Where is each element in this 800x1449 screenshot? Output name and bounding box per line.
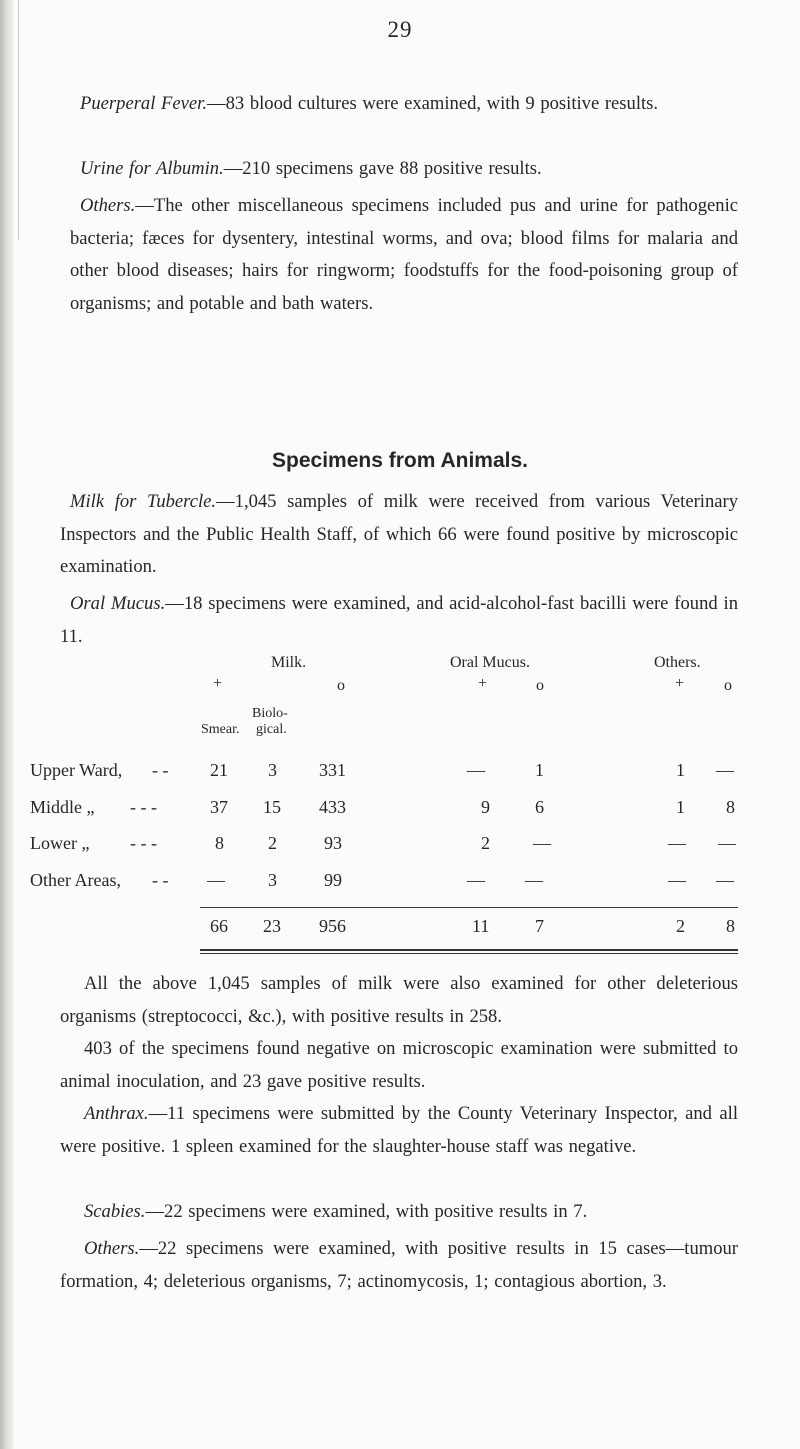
- sub-header-milk-neg: o: [337, 677, 345, 694]
- cell: 331: [319, 760, 346, 780]
- cell: —: [207, 870, 225, 890]
- cell: —: [525, 870, 543, 890]
- sub-header-oral-neg: o: [536, 677, 544, 694]
- text-anthrax: —11 specimens were submitted by the County Veterinary Inspector, and all were positive. 1 spleen examined for the slaughter-house staff was negative.: [60, 1103, 738, 1157]
- sub-header-oral-pos: +: [478, 675, 488, 692]
- total-rule-top: [200, 907, 738, 908]
- cell: 99: [324, 870, 342, 890]
- text-puerperal-fever: —83 blood cultures were examined, with 9 positive results.: [206, 93, 659, 114]
- total-cell: 23: [263, 916, 281, 936]
- sub-header-others-pos: +: [675, 675, 685, 692]
- cell: 3: [268, 870, 277, 890]
- row-leader: - - -: [130, 833, 157, 853]
- section-heading: Specimens from Animals.: [272, 449, 528, 472]
- cell: —: [668, 833, 686, 853]
- row-label: Other Areas,: [30, 870, 121, 890]
- page-number: 29: [387, 17, 413, 42]
- total-cell: 8: [726, 916, 735, 936]
- runin-puerperal-fever: Puerperal Fever.: [80, 93, 207, 114]
- runin-scabies: Scabies.: [84, 1201, 146, 1222]
- para-deleterious: [60, 968, 738, 1033]
- row-label: Lower „: [30, 833, 90, 853]
- cell: —: [533, 833, 551, 853]
- para-anthrax: [60, 1098, 738, 1163]
- cell: —: [716, 760, 734, 780]
- cell: 1: [676, 760, 685, 780]
- row-leader: - -: [152, 870, 169, 890]
- row-leader: - - -: [130, 797, 157, 817]
- sub-header-smear: Smear.: [201, 722, 240, 737]
- sub-header-biological-2: gical.: [256, 722, 287, 737]
- cell: 433: [319, 797, 346, 817]
- text-others-animals: —22 specimens were examined, with positive results in 15 cases—tumour formation, 4; deleterious organisms, 7; actinomycosis, 1; contagious abortion, 3.: [60, 1238, 738, 1292]
- sub-header-biological-1: Biolo-: [252, 706, 288, 721]
- cell: 37: [210, 797, 228, 817]
- runin-oral-mucus: Oral Mucus.: [70, 593, 166, 614]
- text-milk-tubercle: —1,045 samples of milk were received from various Veterinary Inspectors and the Public Health Staff, of which 66 were found positive by microscopic examination.: [60, 491, 738, 577]
- para-others-animals: [60, 1233, 738, 1298]
- cell: 3: [268, 760, 277, 780]
- cell: 2: [481, 833, 490, 853]
- cell: —: [668, 870, 686, 890]
- sub-header-milk-pos: +: [213, 675, 223, 692]
- total-cell: 66: [210, 916, 228, 936]
- cell: —: [716, 870, 734, 890]
- cell: 93: [324, 833, 342, 853]
- total-rule-bottom-2: [200, 953, 738, 954]
- runin-urine-albumin: Urine for Albumin.: [80, 158, 224, 179]
- runin-others-animals: Others.: [84, 1238, 140, 1259]
- total-cell: 7: [535, 916, 544, 936]
- cell: 15: [263, 797, 281, 817]
- cell: —: [467, 760, 485, 780]
- cell: 8: [726, 797, 735, 817]
- group-header-oral-mucus: Oral Mucus.: [450, 654, 530, 671]
- group-header-milk: Milk.: [271, 654, 307, 671]
- total-rule-bottom-1: [200, 949, 738, 951]
- text-inoculation: 403 of the specimens found negative on microscopic examination were submitted to animal inoculation, and 23 gave positive results.: [60, 1038, 738, 1092]
- row-leader: - -: [152, 760, 169, 780]
- cell: 6: [535, 797, 544, 817]
- row-label: Upper Ward,: [30, 760, 123, 780]
- runin-milk-tubercle: Milk for Tubercle.: [70, 491, 217, 512]
- text-scabies: —22 specimens were examined, with positive results in 7.: [145, 1201, 588, 1222]
- text-oral-mucus: —18 specimens were examined, and acid-alcohol-fast bacilli were found in 11.: [60, 593, 738, 647]
- text-deleterious: All the above 1,045 samples of milk were also examined for other deleterious organisms (streptococci, &c.), with positive results in 258.: [60, 973, 738, 1027]
- group-header-others: Others.: [654, 654, 701, 671]
- total-cell: 2: [676, 916, 685, 936]
- cell: 21: [210, 760, 228, 780]
- para-scabies: [60, 1196, 738, 1229]
- cell: 1: [535, 760, 544, 780]
- sub-header-others-neg: o: [724, 677, 732, 694]
- para-inoculation: [60, 1033, 738, 1098]
- runin-anthrax: Anthrax.: [84, 1103, 149, 1124]
- total-cell: 956: [319, 916, 346, 936]
- cell: 1: [676, 797, 685, 817]
- text-urine-albumin: —210 specimens gave 88 positive results.: [223, 158, 542, 179]
- text-others-misc: —The other miscellaneous specimens included pus and urine for pathogenic bacteria; fæces for dysentery, intestinal worms, and ova; blood films for malaria and other blood diseases; hairs for ringworm; foodstuffs for the food-poisoning group of organisms; and potable and bath waters.: [70, 195, 738, 314]
- runin-others-misc: Others.: [80, 195, 136, 216]
- total-cell: 11: [472, 916, 490, 936]
- cell: —: [718, 833, 736, 853]
- cell: —: [467, 870, 485, 890]
- cell: 8: [215, 833, 224, 853]
- cell: 9: [481, 797, 490, 817]
- row-label: Middle „: [30, 797, 95, 817]
- cell: 2: [268, 833, 277, 853]
